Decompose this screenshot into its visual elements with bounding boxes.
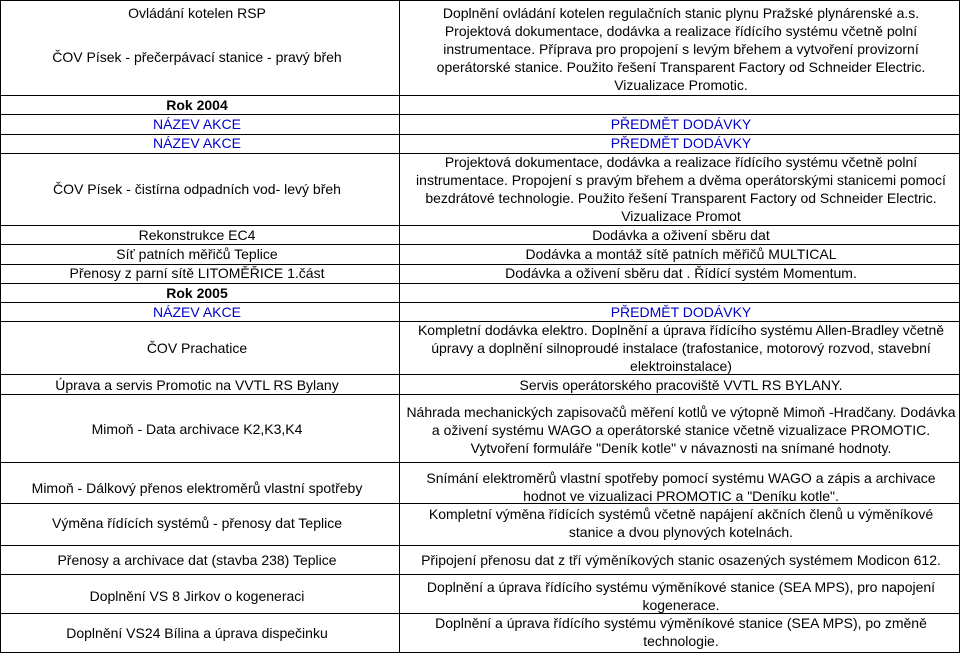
delivery-description: Projektová dokumentace, dodávka a realizace řídícího systému včetně polní instrumentace. Propojení s pravým břehem a dvěma operátorskými stanicemi pomocí bezdrátové technologie. Použito řešení Transparent Factory od Schneider Electric. Vizualizace Promot	[416, 154, 946, 224]
project-name: Doplnění VS 8 Jirkov o kogeneraci	[89, 588, 305, 604]
project-name: Úprava a servis Promotic na VVTL RS Bylany	[55, 377, 339, 393]
project-name: Rekonstrukce EC4	[138, 227, 256, 243]
project-name: Síť patních měřičů Teplice	[116, 246, 278, 262]
row-divider	[0, 545, 960, 546]
delivery-description: Kompletní výměna řídících systémů včetně napájení akčních členů u výměníkové stanice a dvou plynových kotelnách.	[428, 506, 934, 540]
project-name: Mimoň - Dálkový přenos elektroměrů vlastní spotřeby	[31, 480, 363, 496]
delivery-description: Projektová dokumentace, dodávka a realizace řídícího systému včetně polní instrumentace. Příprava pro propojení s levým břehem a vytvoření provizorní operátorské stanice. Použito řešení Transparent Factory od Schneider Electric. Vizualizace Promotic.	[436, 23, 926, 93]
project-name: Doplnění VS24 Bílina a úprava dispečinku	[66, 625, 328, 641]
delivery-description: Dodávka a montáž sítě patních měřičů MULTICAL	[525, 246, 837, 262]
row-divider	[0, 574, 960, 575]
delivery-description: Dodávka a oživení sběru dat	[592, 227, 770, 243]
delivery-description: Připojení přenosu dat z tří výměníkových stanic osazených systémem Modicon 612.	[421, 552, 941, 568]
delivery-description: Kompletní dodávka elektro. Doplnění a úprava řídícího systému Allen-Bradley včetně úpravy a doplnění silnoproudé instalace (trafostanice, motorový rozvod, stavební elektroinstalace)	[417, 322, 945, 374]
delivery-description: Doplnění a úprava řídícího systému výměníkové stanice (SEA MPS), po změně technologie.	[435, 615, 927, 649]
delivery-description: Dodávka a oživení sběru dat . Řídící systém Momentum.	[505, 265, 857, 281]
project-name: ČOV Písek - čistírna odpadních vod- levý břeh	[53, 181, 341, 197]
column-heading-delivery: PŘEDMĚT DODÁVKY	[610, 135, 752, 151]
column-heading-project: NÁZEV AKCE	[153, 135, 241, 151]
row-divider	[0, 462, 960, 463]
year-heading: Rok 2005	[166, 285, 228, 301]
project-name: ČOV Písek - přečerpávací stanice - pravý břeh	[52, 49, 342, 65]
project-name: Mimoň - Data archivace K2,K3,K4	[91, 421, 303, 437]
table-top-border	[0, 0, 960, 1]
column-heading-project: NÁZEV AKCE	[153, 116, 241, 132]
project-name: Výměna řídících systémů - přenosy dat Teplice	[52, 515, 342, 531]
column-divider	[399, 0, 400, 653]
column-heading-delivery: PŘEDMĚT DODÁVKY	[610, 304, 752, 320]
column-heading-project: NÁZEV AKCE	[153, 304, 241, 320]
delivery-description: Servis operátorského pracoviště VVTL RS BYLANY.	[519, 377, 843, 393]
column-heading-delivery: PŘEDMĚT DODÁVKY	[610, 116, 752, 132]
project-name: ČOV Prachatice	[146, 340, 248, 356]
row-divider	[0, 394, 960, 395]
delivery-description: Snímání elektroměrů vlastní spotřeby pomocí systému WAGO a zápis a archivace hodnot ve vizualizaci PROMOTIC a "Deníku kotle".	[426, 470, 936, 504]
year-heading: Rok 2004	[166, 97, 228, 113]
project-name: Ovládání kotelen RSP	[128, 5, 266, 21]
delivery-description: Doplnění ovládání kotelen regulačních stanic plynu Pražské plynárenské a.s.	[442, 5, 920, 21]
delivery-description: Náhrada mechanických zapisovačů měření kotlů ve výtopně Mimoň -Hradčany. Dodávka a oživení systému WAGO a operátorské stanice včetně vizualizace PROMOTIC. Vytvoření formuláře "Deník kotle" v návaznosti na snímané hodnoty.	[406, 404, 956, 456]
delivery-description: Doplnění a úprava řídícího systému výměníkové stanice (SEA MPS), pro napojení kogenerace.	[426, 579, 936, 613]
project-name: Přenosy z parní sítě LITOMĚŘICE 1.část	[69, 265, 325, 281]
project-name: Přenosy a archivace dat (stavba 238) Teplice	[57, 552, 337, 568]
